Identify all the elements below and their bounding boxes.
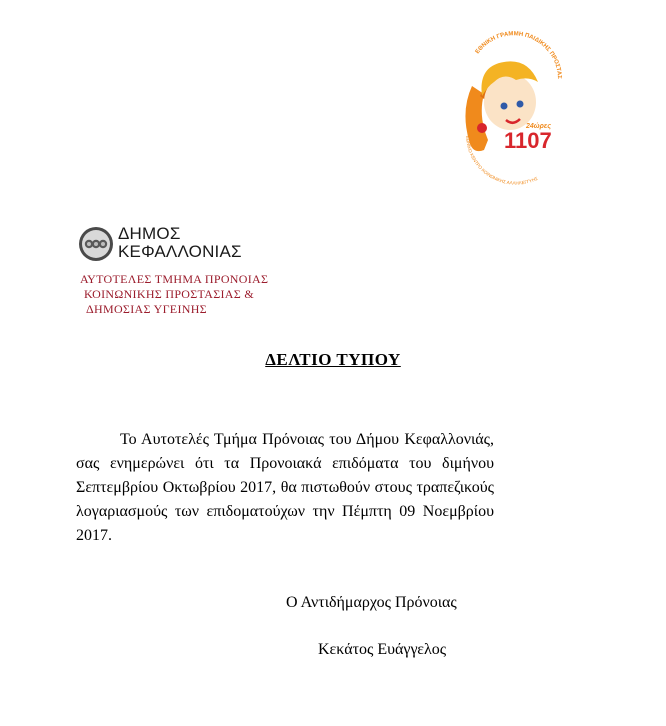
helpline-number: 1107 bbox=[504, 128, 552, 153]
municipality-header bbox=[78, 226, 278, 266]
department-name bbox=[80, 272, 340, 317]
signer-title: Ο Αντιδήμαρχος Πρόνοιας bbox=[286, 594, 457, 611]
department-line1: ΑΥΤΟΤΕΛΕΣ ΤΜΗΜΑ ΠΡΟΝΟΙΑΣ bbox=[80, 272, 269, 286]
department-line3: ΔΗΜΟΣΙΑΣ ΥΓΕΙΝΗΣ bbox=[86, 302, 207, 316]
municipality-name-line1: ΔΗΜΟΣ bbox=[118, 224, 181, 243]
press-release-body: Το Αυτοτελές Τμήμα Πρόνοιας του Δήμου Κεφαλλονιάς, σας ενημερώνει ότι τα Προνοιακά επιδόματα του διμήνου Σεπτεμβρίου Οκτωβρίου 2017, θα πιστωθούν στους τραπεζικούς λογαριασμούς των επιδοματούχων την Πέμπτη 09 Νοεμβρίου 2017. bbox=[76, 431, 494, 544]
municipality-name-line2: ΚΕΦΑΛΛΟΝΙΑΣ bbox=[118, 242, 242, 261]
helpline-bottom-text: ΕΘΝΙΚΟ ΚΕΝΤΡΟ ΚΟΙΝΩΝΙΚΗΣ ΑΛΛΗΛΕΓΓΥΗΣ bbox=[464, 135, 539, 186]
helpline-1107-logo bbox=[458, 16, 562, 186]
helpline-hours: 24ώρες bbox=[526, 123, 551, 130]
signer-name: Κεκάτος Ευάγγελος bbox=[318, 641, 447, 658]
helpline-top-text: ΕΘΝΙΚΗ ΓΡΑΜΜΗ ΠΑΙΔΙΚΗΣ ΠΡΟΣΤΑΣ bbox=[474, 31, 562, 80]
department-line2: ΚΟΙΝΩΝΙΚΗΣ ΠΡΟΣΤΑΣΙΑΣ & bbox=[84, 287, 254, 301]
helpline-logo-graphic bbox=[458, 16, 562, 186]
municipal-seal-icon bbox=[78, 226, 114, 262]
press-release-title: ΔΕΛΤΙΟ ΤΥΠΟΥ bbox=[265, 350, 401, 369]
municipality-name bbox=[118, 225, 242, 261]
